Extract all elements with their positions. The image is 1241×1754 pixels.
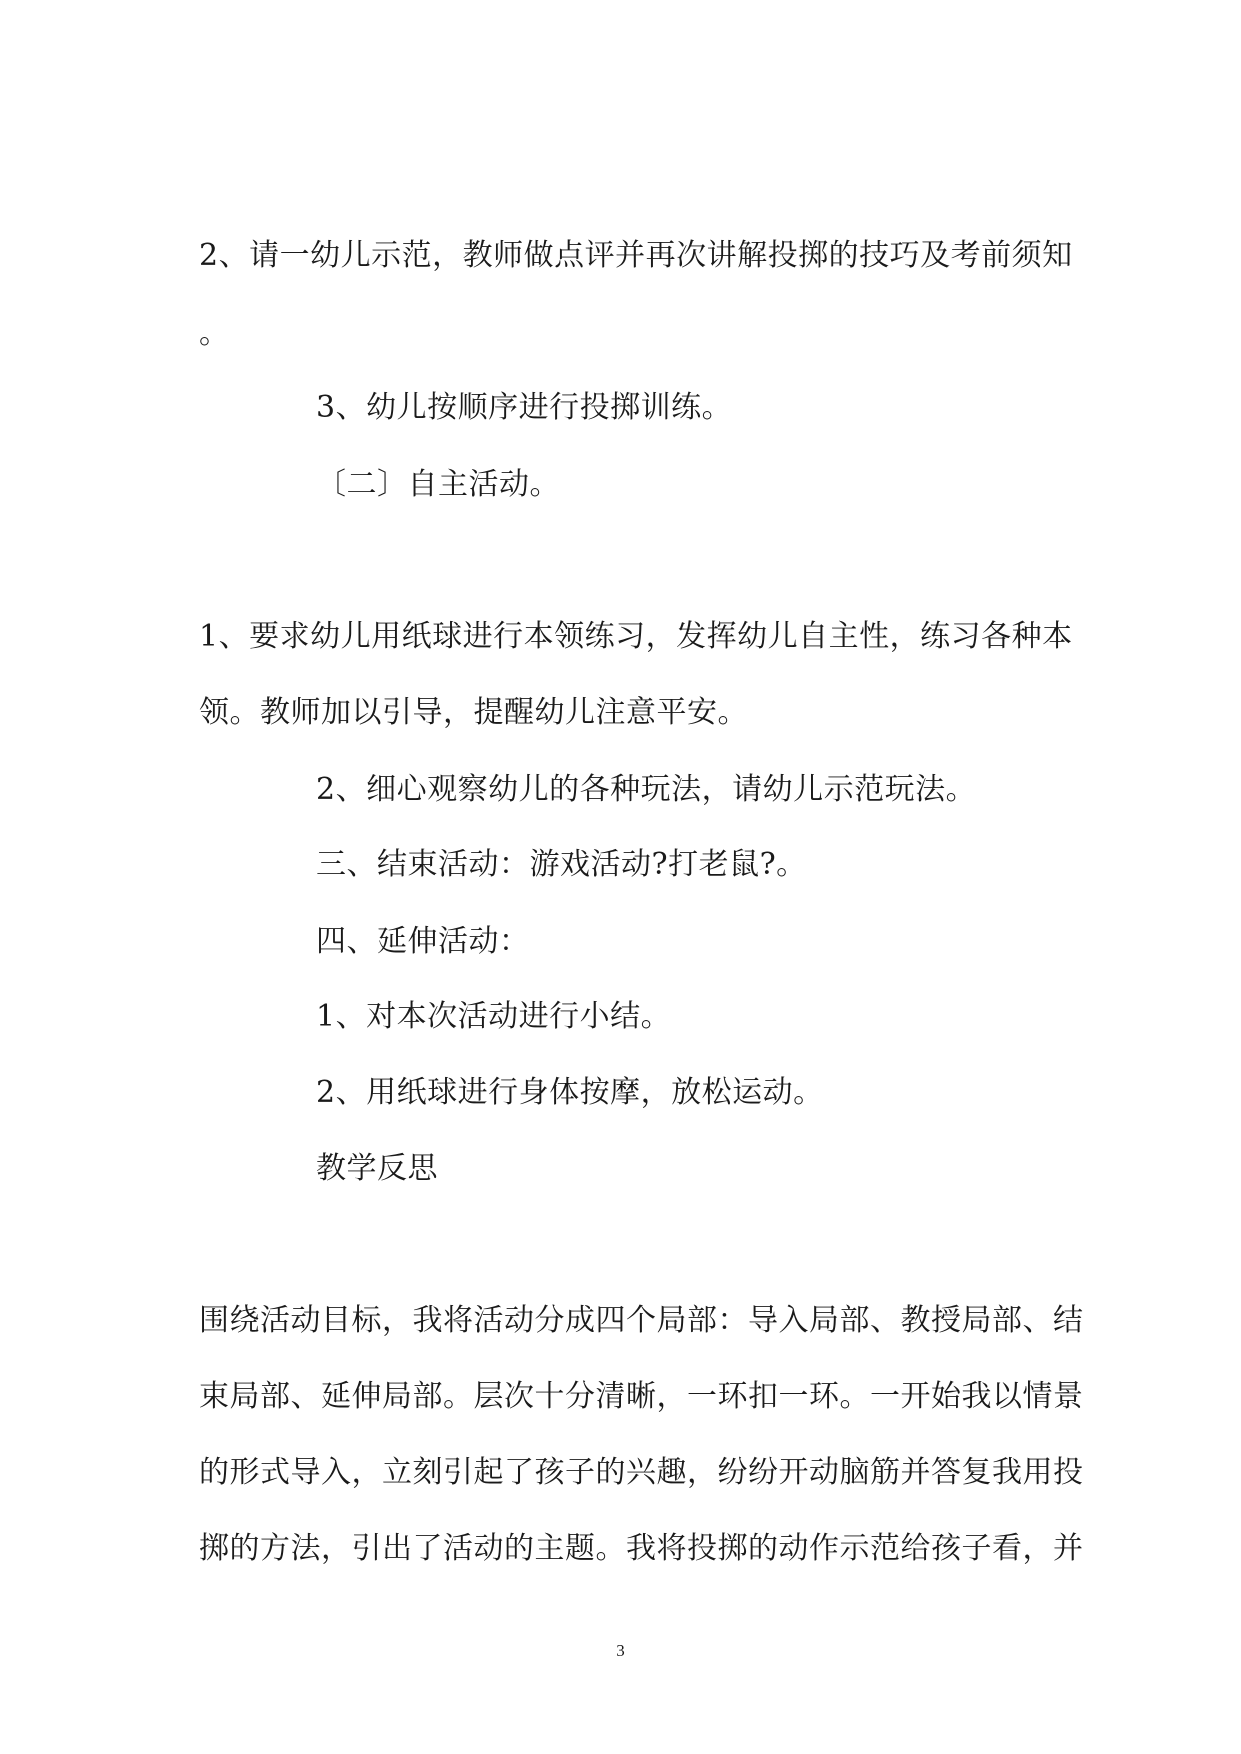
paragraph-line: 1、对本次活动进行小结。 [316, 999, 672, 1034]
paragraph-line: 掷的方法，引出了活动的主题。我将投掷的动作示范给孩子看，并 [199, 1531, 1084, 1566]
paragraph-line: 。 [199, 316, 230, 351]
paragraph-line: 1、要求幼儿用纸球进行本领练习，发挥幼儿自主性，练习各种本 [199, 619, 1073, 654]
section-heading: 教学反思 [316, 1151, 438, 1186]
section-heading: 三、结束活动：游戏活动?打老鼠?。 [316, 847, 807, 882]
paragraph-line: 束局部、延伸局部。层次十分清晰，一环扣一环。一开始我以情景 [199, 1379, 1084, 1414]
paragraph-line: 的形式导入，立刻引起了孩子的兴趣，纷纷开动脑筋并答复我用投 [199, 1455, 1084, 1490]
paragraph-line: 2、细心观察幼儿的各种玩法，请幼儿示范玩法。 [316, 772, 977, 807]
paragraph-line: 2、请一幼儿示范，教师做点评并再次讲解投掷的技巧及考前须知 [199, 238, 1073, 273]
section-heading: 四、延伸活动： [316, 924, 530, 959]
section-heading: 〔二〕自主活动。 [316, 467, 560, 502]
paragraph-line: 2、用纸球进行身体按摩，放松运动。 [316, 1075, 824, 1110]
paragraph-line: 3、幼儿按顺序进行投掷训练。 [316, 390, 733, 425]
paragraph-line: 围绕活动目标，我将活动分成四个局部：导入局部、教授局部、结 [199, 1303, 1084, 1338]
paragraph-line: 领。教师加以引导，提醒幼儿注意平安。 [199, 695, 748, 730]
page-number: 3 [616, 1641, 625, 1660]
